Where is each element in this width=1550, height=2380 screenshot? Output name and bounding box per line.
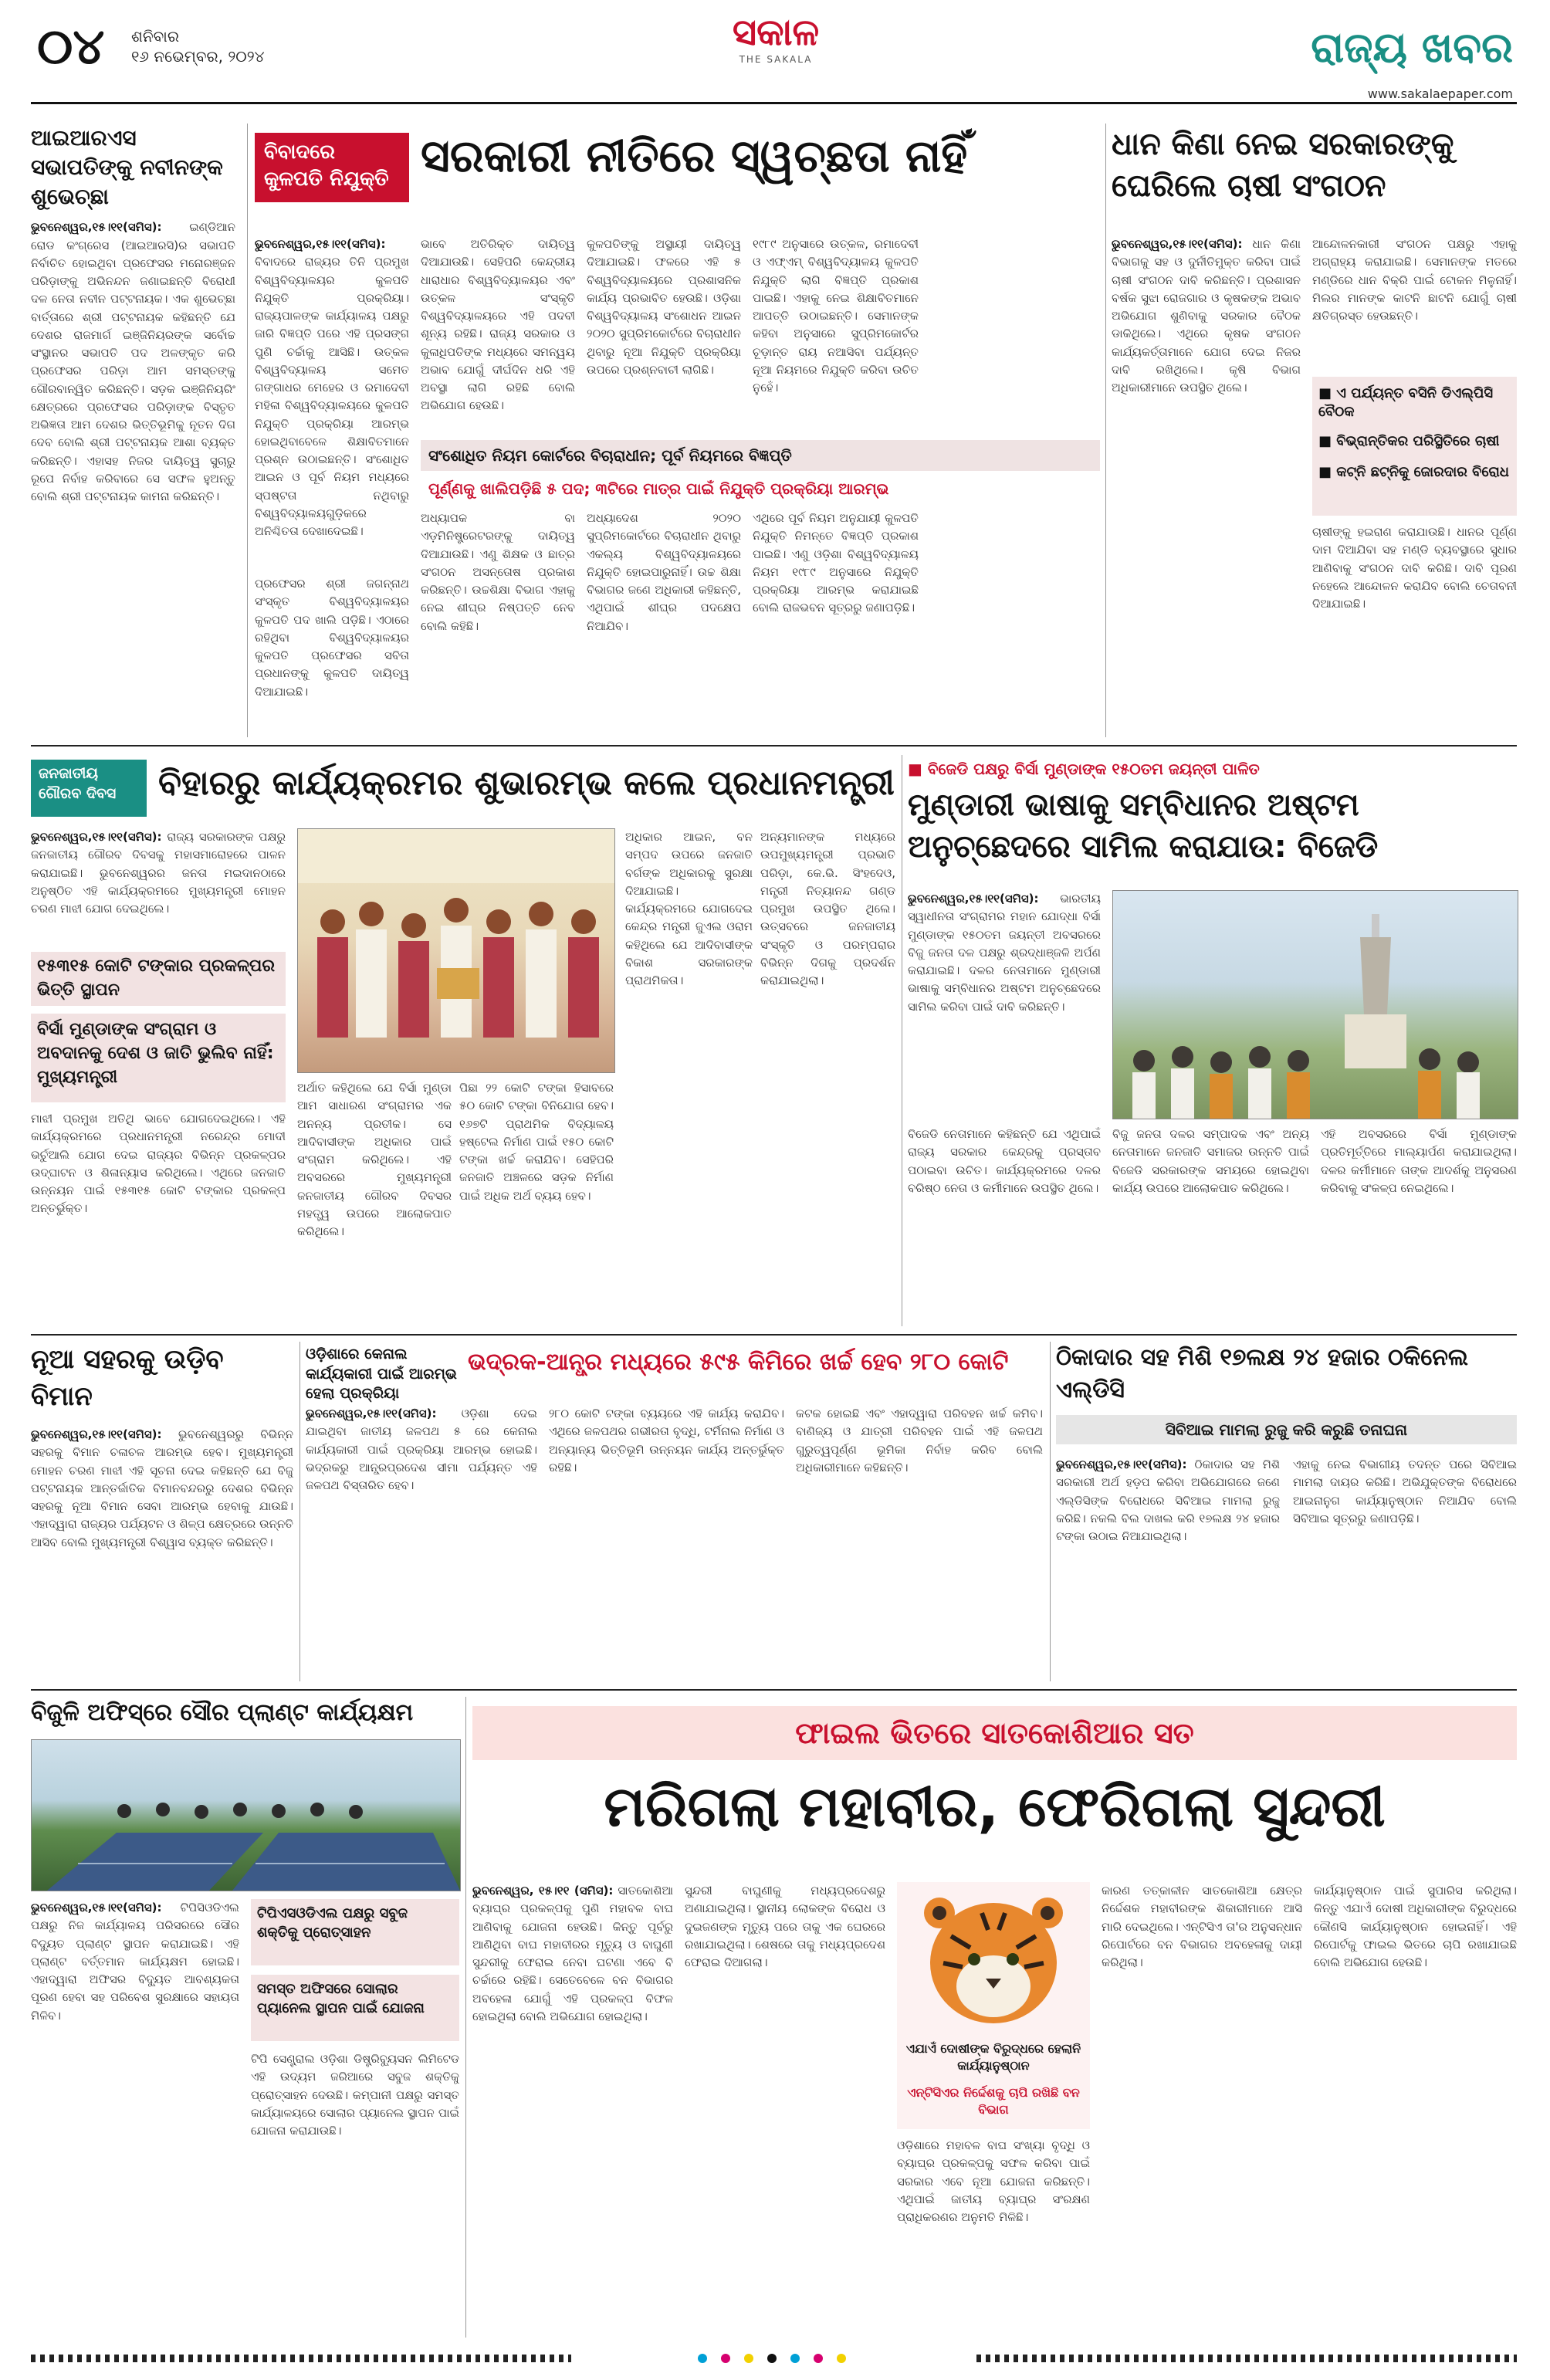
story-mundari-language	[908, 755, 1517, 1326]
story-column-6: ଅଧ୍ୟାପକ ବା ଏଡ଼ମିନିଷ୍ଟ୍ରେଟରଙ୍କୁ ଦାୟିତ୍ୱ ଦିଆଯାଉଛି। ଏଣୁ ଶିକ୍ଷକ ଓ ଛାତ୍ର ସଂଗଠନ ଅସନ୍ତୋଷ ପ୍ରକାଶ କରିଛନ୍ତି। ଉଚ୍ଚଶିକ୍ଷା ବିଭାଗ ଏହାକୁ ନେଇ ଶୀଘ୍ର ନିଷ୍ପତ୍ତି ନେବ ବୋଲି କହିଛି।	[421, 511, 575, 633]
story-headline: ମୁଣ୍ଡାରୀ ଭାଷାକୁ ସମ୍ବିଧାନର ଅଷ୍ଟମ ଅନୁଚ୍ଛେଦରେ ସାମିଲ କରାଯାଉ: ବିଜେଡି	[908, 787, 1379, 865]
story-headline: ବିହାରରୁ କାର୍ଯ୍ୟକ୍ରମର ଶୁଭାରମ୍ଭ କଲେ ପ୍ରଧାନମନ୍ତ୍ରୀ	[158, 763, 895, 803]
story-vc-appointment	[255, 124, 1100, 737]
story-ldc-fraud	[1056, 1342, 1517, 1681]
day-label: ଶନିବାର	[131, 27, 180, 46]
print-registration-bar	[31, 2347, 1517, 2370]
tiger-panel	[897, 1882, 1090, 2129]
story-column-2: ୨୮୦ କୋଟି ଟଙ୍କା ବ୍ୟୟରେ ଏହି କାର୍ଯ୍ୟ କରାଯିବ। ଏଥିରେ ଜଳପଥର ଗଭୀରତା ବୃଦ୍ଧି, ଟର୍ମିନାଲ ନିର୍ମାଣ ଓ ଅନ୍ୟାନ୍ୟ ଭିତ୍ତିଭୂମି ଉନ୍ନୟନ କାର୍ଯ୍ୟ ଅନ୍ତର୍ଭୁକ୍ତ ରହିଛି।	[549, 1407, 784, 1474]
story-headline: ଆଇଆରଏସ ସଭାପତିଙ୍କୁ ନବୀନଙ୍କ ଶୁଭେଚ୍ଛା	[31, 125, 223, 209]
story-column-3: ଓଡ଼ିଶାରେ ମହାବଳ ବାଘ ସଂଖ୍ୟା ବୃଦ୍ଧି ଓ ବ୍ୟାଘ୍ର ପ୍ରକଳ୍ପକୁ ସଫଳ କରିବା ପାଇଁ ସରକାର ଏବେ ନୂଆ ଯୋଜନା କରିଛନ୍ତି। ଏଥିପାଇଁ ଜାତୀୟ ବ୍ୟାଘ୍ର ସଂରକ୍ଷଣ ପ୍ରାଧିକରଣର ଅନୁମତି ମିଳିଛି।	[897, 2138, 1090, 2224]
story-column-2: ବିଜେଡି ନେତାମାନେ କହିଛନ୍ତି ଯେ ଏଥିପାଇଁ ରାଜ୍ୟ ସରକାର କେନ୍ଦ୍ରକୁ ପ୍ରସ୍ତାବ ପଠାଇବା ଉଚିତ। କାର୍ଯ୍ୟକ୍ରମରେ ଦଳର ବରିଷ୍ଠ ନେତା ଓ କର୍ମୀମାନେ ଉପସ୍ଥିତ ଥିଲେ।	[908, 1127, 1101, 1195]
story-column-1	[1056, 1456, 1280, 1681]
page-number: ୦୪	[37, 19, 105, 76]
story-paddy-procurement	[1112, 124, 1517, 737]
birsa-tribute-photo	[1112, 890, 1518, 1119]
story-kicker: ଫାଇଲ ଭିତରେ ସାତକୋଶିଆର ସତ	[472, 1706, 1517, 1760]
story-headline: ବିଜୁଳି ଅଫିସ୍‌ରେ ସୌର ପ୍ଲାଣ୍ଟ କାର୍ଯ୍ୟକ୍ଷମ	[31, 1699, 414, 1726]
dateline: ଭୁବନେଶ୍ୱର, ୧୫।୧୧ (ସମିସ):	[472, 1884, 614, 1898]
story-headline: ସରକାରୀ ନୀତିରେ ସ୍ୱଚ୍ଛତା ନାହିଁ	[421, 130, 968, 182]
column-divider	[1105, 124, 1106, 737]
story-waterway	[306, 1342, 1043, 1681]
masthead	[0, 0, 1550, 104]
story-column-3: ପିଛା ୨୨ କୋଟି ଟଙ୍କା ହିସାବରେ ୫୦ କୋଟି ଟଙ୍କା ବିନିଯୋଗ ହେବ। ୧୬୭ଟି ପ୍ରାଥମିକ ବିଦ୍ୟାଳୟ ହଷ୍ଟେଲ ନିର୍ମାଣ ପାଇଁ ୧୫୦ କୋଟି ଟଙ୍କା ଖର୍ଚ୍ଚ କରାଯିବ। ସେହିପରି ଜନଜାତି ଅଞ୍ଚଳରେ ସଡ଼କ ନିର୍ମାଣ ପାଇଁ ଅଧିକ ଅର୍ଥ ବ୍ୟୟ ହେବ।	[459, 1081, 614, 1203]
body-text: ଟିପିସିଓଡିଏଲ ପକ୍ଷରୁ ନିଜ କାର୍ଯ୍ୟାଳୟ ପରିସରରେ ସୌର ବିଦ୍ୟୁତ ପ୍ଲାଣ୍ଟ ସ୍ଥାପନ କରାଯାଇଛି। ଏହି ପ୍ଲାଣ୍ଟ ବର୍ତ୍ତମାନ କାର୍ଯ୍ୟକ୍ଷମ ହୋଇଛି। ଏହାଦ୍ୱାରା ଅଫିସର ବିଦ୍ୟୁତ ଆବଶ୍ୟକତା ପୂରଣ ହେବା ସହ ପରିବେଶ ସୁରକ୍ଷାରେ ସହାୟତା ମିଳିବ।	[31, 1901, 239, 2023]
story-column-4: ଏହି ଅବସରରେ ବିର୍ସା ମୁଣ୍ଡାଙ୍କ ପ୍ରତିମୂର୍ତ୍ତିରେ ମାଲ୍ୟାର୍ପଣ କରାଯାଇଥିଲା। ଦଳର କର୍ମୀମାନେ ତାଙ୍କ ଆଦର୍ଶକୁ ଅନୁସରଣ କରିବାକୁ ସଂକଳ୍ପ ନେଇଥିଲେ।	[1321, 1127, 1517, 1195]
column-divider	[465, 1697, 466, 2338]
story-headline: ଭଦ୍ରକ-ଆନ୍ଧ୍ର ମଧ୍ୟରେ ୫୯୫ କିମିରେ ଖର୍ଚ୍ଚ ହେବ ୨୮୦ କୋଟି	[468, 1349, 1009, 1376]
story-column-7: ଅଧ୍ୟାଦେଶ ୨୦୨୦ ସୁପ୍ରିମକୋର୍ଟରେ ବିଚାରାଧୀନ ଥିବାରୁ ଏକଲ୍ୟ ବିଶ୍ୱବିଦ୍ୟାଳୟରେ ନିଯୁକ୍ତି ହୋଇପାରୁନାହିଁ। ଉଚ୍ଚ ଶିକ୍ଷା ବିଭାଗର ଜଣେ ଅଧିକାରୀ କହିଛନ୍ତି, ଏଥିପାଇଁ ଶୀଘ୍ର ପଦକ୍ଷେପ ନିଆଯିବ।	[587, 511, 741, 633]
story-column-3: ବିଜୁ ଜନତା ଦଳର ସମ୍ପାଦକ ଏବଂ ଅନ୍ୟ ନେତାମାନେ ଜନଜାତି ସମାଜର ଉନ୍ନତି ପାଇଁ ବିଜେଡି ସରକାରଙ୍କ ସମୟରେ ହୋଇଥିବା କାର୍ଯ୍ୟ ଉପରେ ଆଲୋକପାତ କରିଥିଲେ।	[1112, 1127, 1309, 1195]
event-photo	[297, 828, 615, 1073]
section-rule	[31, 1334, 1517, 1336]
kicker-line: ଜନଜାତୀୟ	[39, 765, 99, 782]
tribute-photo-art	[1113, 891, 1518, 1119]
story-column-3: କୁଳପତିଙ୍କୁ ଅସ୍ଥାୟୀ ଦାୟିତ୍ୱ ଦିଆଯାଇଛି। ଫଳରେ ଏହି ୫ ବିଶ୍ୱବିଦ୍ୟାଳୟରେ ପ୍ରଶାସନିକ କାର୍ଯ୍ୟ ପ୍ରଭାବିତ ହେଉଛି। ଓଡ଼ିଶା ବିଶ୍ୱବିଦ୍ୟାଳୟ ସଂଶୋଧନ ଆଇନ ୨୦୨୦ ସୁପ୍ରିମକୋର୍ଟରେ ବିଚାରାଧୀନ ଥିବାରୁ ନୂଆ ନିଯୁକ୍ତି ପ୍ରକ୍ରିୟା ଉପରେ ପ୍ରଶ୍ନବାଚୀ ଲାଗିଛି।	[587, 237, 741, 377]
story-column-8: ଏଥିରେ ପୂର୍ବ ନିୟମ ଅନୁଯାୟୀ କୁଳପତି ନିଯୁକ୍ତି ନିମନ୍ତେ ବିଜ୍ଞପ୍ତି ପ୍ରକାଶ ପାଇଛି। ଏଣୁ ଓଡ଼ିଶା ବିଶ୍ୱବିଦ୍ୟାଳୟ ନିୟମ ୧୯୮୯ ଅନୁସାରେ ନିଯୁକ୍ତି ପ୍ରକ୍ରିୟା ଆରମ୍ଭ କରାଯାଇଛି ବୋଲି ରାଜଭବନ ସୂତ୍ରରୁ ଜଣାପଡ଼ିଛି।	[753, 511, 919, 615]
story-solar-plant	[31, 1697, 459, 2338]
story-column-5: କାର୍ଯ୍ୟାନୁଷ୍ଠାନ ପାଇଁ ସୁପାରିସ କରିଥିଲା। କିନ୍ତୁ ଏଯାଏଁ ଦୋଷୀ ଅଧିକାରୀଙ୍କ ବିରୁଦ୍ଧରେ କୌଣସି କାର୍ଯ୍ୟାନୁଷ୍ଠାନ ହୋଇନାହିଁ। ଏହି ରିପୋର୍ଟକୁ ଫାଇଲ ଭିତରେ ଚାପି ରଖାଯାଇଛି ବୋଲି ଅଭିଯୋଗ ହେଉଛି।	[1314, 1884, 1517, 1969]
info-box: ବିର୍ସା ମୁଣ୍ଡାଙ୍କ ସଂଗ୍ରାମ ଓ ଅବଦାନକୁ ଦେଶ ଓ ଜାତି ଭୁଲିବ ନାହିଁ: ମୁଖ୍ୟମନ୍ତ୍ରୀ	[31, 1014, 286, 1102]
body-text: ଭୁବନେଶ୍ୱରରୁ ବିଭିନ୍ନ ସହରକୁ ବିମାନ ଚଳାଚଳ ଆରମ୍ଭ ହେବ। ମୁଖ୍ୟମନ୍ତ୍ରୀ ମୋହନ ଚରଣ ମାଝୀ ଏହି ସୂଚନା ଦେଇ କହିଛନ୍ତି ଯେ ବିଜୁ ପଟ୍ଟନାୟକ ଆନ୍ତର୍ଜାତିକ ବିମାନବନ୍ଦରରୁ ଦେଶର ବିଭିନ୍ନ ସହରକୁ ନୂଆ ବିମାନ ସେବା ଆରମ୍ଭ ହେବାକୁ ଯାଉଛି। ଏହାଦ୍ୱାରା ରାଜ୍ୟର ପର୍ଯ୍ୟଟନ ଓ ଶିଳ୍ପ କ୍ଷେତ୍ରରେ ଉନ୍ନତି ଆସିବ ବୋଲି ମୁଖ୍ୟମନ୍ତ୍ରୀ ବିଶ୍ୱାସ ବ୍ୟକ୍ତ କରିଛନ୍ତି।	[31, 1427, 293, 1549]
body-text: ରାଜ୍ୟ ସରକାରଙ୍କ ପକ୍ଷରୁ ଜନଜାତୀୟ ଗୌରବ ଦିବସକୁ ମହାସମାରୋହରେ ପାଳନ କରାଯାଇଛି। ଭୁବନେଶ୍ୱରର ଜନତା ମଇଦାନଠାରେ ଅନୁଷ୍ଠିତ ଏହି କାର୍ଯ୍ୟକ୍ରମରେ ମୁଖ୍ୟମନ୍ତ୍ରୀ ମୋହନ ଚରଣ ମାଝୀ ଯୋଗ ଦେଇଥିଲେ।	[31, 830, 286, 916]
tiger-icon	[897, 1882, 1090, 2036]
registration-strip	[976, 2355, 1517, 2362]
story-satkosia-tigers	[472, 1697, 1517, 2338]
solar-photo-art	[32, 1740, 460, 1891]
subhead-bar: ସଂଶୋଧିତ ନିୟମ କୋର୍ଟରେ ବିଚାରାଧୀନ; ପୂର୍ବ ନିୟମରେ ବିଜ୍ଞପ୍ତି	[421, 440, 1100, 471]
site-url: www.sakalaepaper.com	[1367, 86, 1513, 101]
kicker-line: ଗୌରବ ଦିବସ	[39, 784, 117, 802]
story-column-3: କଟକ ହୋଇଛି ଏବଂ ଏହାଦ୍ୱାରା ପରିବହନ ଖର୍ଚ୍ଚ କମିବ। ବାଣିଜ୍ୟ ଓ ଯାତ୍ରୀ ପରିବହନ ପାଇଁ ଏହି ଜଳପଥ ଗୁରୁତ୍ୱପୂର୍ଣ୍ଣ ଭୂମିକା ନିର୍ବାହ କରିବ ବୋଲି ଅଧିକାରୀମାନେ କହିଛନ୍ତି।	[796, 1407, 1043, 1474]
column-divider	[1050, 1342, 1051, 1681]
story-column-1: ମାଝୀ ପ୍ରମୁଖ ଅତିଥି ଭାବେ ଯୋଗଦେଇଥିଲେ। ଏହି କାର୍ଯ୍ୟକ୍ରମରେ ପ୍ରଧାନମନ୍ତ୍ରୀ ନରେନ୍ଦ୍ର ମୋଦୀ ଭର୍ଚୁଆଲି ଯୋଗ ଦେଇ ରାଜ୍ୟର ବିଭିନ୍ନ ପ୍ରକଳ୍ପର ଉଦ୍‌ଘାଟନ ଓ ଶିଳାନ୍ୟାସ କରିଥିଲେ। ଏଥିରେ ଜନଜାତି ଉନ୍ନୟନ ପାଇଁ ୧୫୩୧୫ କୋଟି ଟଙ୍କାର ପ୍ରକଳ୍ପ ଅନ୍ତର୍ଭୁକ୍ତ।	[31, 1112, 286, 1216]
registration-dots	[695, 2351, 849, 2366]
dateline: ଭୁବନେଶ୍ୱର,୧୫।୧୧(ସମିସ):	[31, 1901, 162, 1914]
story-column-1	[306, 1405, 537, 1681]
story-column-1	[255, 235, 409, 567]
dateline: ଭୁବନେଶ୍ୱର,୧୫।୧୧(ସମିସ):	[1112, 237, 1243, 251]
masthead-rule	[31, 102, 1517, 104]
story-new-flights	[31, 1342, 293, 1681]
story-column-5: ଅନ୍ୟମାନଙ୍କ ମଧ୍ୟରେ ଉପମୁଖ୍ୟମନ୍ତ୍ରୀ ପ୍ରଭାତି ପରିଡ଼ା, କେ.ଭି. ସିଂହଦେଓ, ମନ୍ତ୍ରୀ ନିତ୍ୟାନନ୍ଦ ଗଣ୍ଡ ପ୍ରମୁଖ ଉପସ୍ଥିତ ଥିଲେ। ଉତ୍ସବରେ ଜନଜାତୀୟ ସଂସ୍କୃତି ଓ ପରମ୍ପରାର ବିଭିନ୍ନ ଦିଗକୁ ପ୍ରଦର୍ଶନ କରାଯାଇଥିଲା।	[760, 830, 895, 987]
section-title: ରାଜ୍ୟ ଖବର	[1311, 23, 1513, 72]
event-photo-art	[298, 829, 614, 1072]
dateline: ଭୁବନେଶ୍ୱର,୧୫।୧୧(ସମିସ):	[255, 237, 386, 251]
story-tribal-pride-day	[31, 755, 895, 1326]
highlights-box	[1312, 377, 1517, 516]
dateline: ଭୁବନେଶ୍ୱର,୧୫।୧୧(ସମିସ):	[31, 830, 162, 844]
body-text: ଭାରତୀୟ ସ୍ୱାଧୀନତା ସଂଗ୍ରାମର ମହାନ ଯୋଦ୍ଧା ବିର୍ସା ମୁଣ୍ଡାଙ୍କ ୧୫୦ତମ ଜୟନ୍ତୀ ଅବସରରେ ବିଜୁ ଜନତା ଦଳ ପକ୍ଷରୁ ଶ୍ରଦ୍ଧାଞ୍ଜଳି ଅର୍ପଣ କରାଯାଇଛି। ଦଳର ନେତାମାନେ ମୁଣ୍ଡାରୀ ଭାଷାକୁ ସମ୍ବିଧାନର ଅଷ୍ଟମ ଅନୁଚ୍ଛେଦରେ ସାମିଲ କରିବା ପାଇଁ ଦାବି କରିଛନ୍ତି।	[908, 892, 1101, 1014]
info-box: ୧୫୩୧୫ କୋଟି ଟଙ୍କାର ପ୍ରକଳ୍ପର ଭିତ୍ତି ସ୍ଥାପନ	[31, 952, 286, 1006]
story-body	[31, 218, 235, 506]
date-block	[131, 26, 286, 66]
brand-name: ସକାଳ	[732, 11, 820, 54]
body-text: ଧାନ କିଣା ବିଭାଗକୁ ସହ ଓ ଦୁର୍ନୀତିମୁକ୍ତ କରିବା ପାଇଁ ଚାଷୀ ସଂଗଠନ ଦାବି କରିଛନ୍ତି। ପ୍ରଶାସନ ବର୍ଷକ ସୁଝା ରୋଜଗାର ଓ କୃଷକଙ୍କ ଅଭାବ ଅଭିଯୋଗ ଶୁଣିବାକୁ ସରକାର ବୈଠକ ଡାକିଥିଲେ। ଏଥିରେ କୃଷକ ସଂଗଠନ କାର୍ଯ୍ୟକର୍ତ୍ତାମାନେ ଯୋଗ ଦେଇ ନିଜର ଦାବି ରଖିଥିଲେ। କୃଷି ବିଭାଗ ଅଧିକାରୀମାନେ ଉପସ୍ଥିତ ଥିଲେ।	[1112, 237, 1301, 394]
dateline: ଭୁବନେଶ୍ୱର,୧୫।୧୧(ସମିସ):	[31, 1427, 162, 1442]
body-text: ଓଡ଼ିଶା ଦେଇ ଯାଇଥିବା ଜାତୀୟ ଜଳପଥ ୫ ରେ କେନାଲ କାର୍ଯ୍ୟକାରୀ ପାଇଁ ପ୍ରକ୍ରିୟା ଆରମ୍ଭ ହୋଇଛି। ଭଦ୍ରକରୁ ଆନ୍ଧ୍ରପ୍ରଦେଶ ସୀମା ପର୍ଯ୍ୟନ୍ତ ଏହି ଜଳପଥ ବିସ୍ତାରିତ ହେବ।	[306, 1407, 537, 1492]
body-text: ଇଣ୍ଡିଆନ ରୋଡ କଂଗ୍ରେସ (ଆଇଆରସି)ର ସଭାପତି ନିର୍ବାଚିତ ହୋଇଥିବା ପ୍ରଫେସର ମନୋରଞ୍ଜନ ପରିଡ଼ାଙ୍କୁ ଅଭିନନ୍ଦନ ଜଣାଇଛନ୍ତି ବିରୋଧୀ ଦଳ ନେତା ନବୀନ ପଟ୍ଟନାୟକ। ଏକ ଶୁଭେଚ୍ଛା ବାର୍ତ୍ତାରେ ଶ୍ରୀ ପଟ୍ଟନାୟକ କହିଛନ୍ତି ଯେ ଦେଶର ରାଜମାର୍ଗ ଇଞ୍ଜିନିୟରଙ୍କ ସର୍ବୋଚ୍ଚ ସଂସ୍ଥାନର ସଭାପତି ପଦ ଅଳଙ୍କୃତ କରି ପ୍ରଫେସର ପରିଡ଼ା ଆମ ସମସ୍ତଙ୍କୁ ଗୌରବାନ୍ୱିତ କରିଛନ୍ତି। ସଡ଼କ ଇଞ୍ଜିନିୟରିଂ କ୍ଷେତ୍ରରେ ପ୍ରଫେସର ପରିଡ଼ାଙ୍କ ବିସ୍ତୃତ ଅଭିଜ୍ଞତା ଆମ ଦେଶର ଭିତ୍ତିଭୂମିକୁ ନୂତନ ଦିଗ ଦେବ ବୋଲି ଶ୍ରୀ ପଟ୍ଟନାୟକ ଆଶା ବ୍ୟକ୍ତ କରିଛନ୍ତି। ଏହାସହ ନିଜର ଦାୟିତ୍ୱ ସୁଚାରୁ ରୂପେ ନିର୍ବାହ କରିବାରେ ସେ ସଫଳ ହୁଅନ୍ତୁ ବୋଲି ଶ୍ରୀ ପଟ୍ଟନାୟକ କାମନା କରିଛନ୍ତି।	[31, 220, 235, 504]
story-kicker: ଓଡ଼ିଶାରେ କେନାଲ କାର୍ଯ୍ୟକାରୀ ପାଇଁ ଆରମ୍ଭ ହେଲା ପ୍ରକ୍ରିୟା	[306, 1346, 457, 1403]
tiger-caption: ଏଯାଏଁ ଦୋଷୀଙ୍କ ବିରୁଦ୍ଧରେ ହେଲାନି କାର୍ଯ୍ୟାନୁଷ୍ଠାନ	[905, 2041, 1081, 2073]
body-text: ବିବାଦରେ ରାଜ୍ୟର ତିନି ପ୍ରମୁଖ ବିଶ୍ୱବିଦ୍ୟାଳୟର କୁଳପତି ନିଯୁକ୍ତି ପ୍ରକ୍ରିୟା। ରାଜ୍ୟପାଳଙ୍କ କାର୍ଯ୍ୟାଳୟ ପକ୍ଷରୁ ଜାରି ବିଜ୍ଞପ୍ତି ପରେ ଏହି ପ୍ରସଙ୍ଗ ପୁଣି ଚର୍ଚ୍ଚାକୁ ଆସିଛି। ଉତ୍କଳ ବିଶ୍ୱବିଦ୍ୟାଳୟ ସମେତ ଗଙ୍ଗାଧର ମେହେର ଓ ରମାଦେବୀ ମହିଳା ବିଶ୍ୱବିଦ୍ୟାଳୟରେ କୁଳପତି ନିଯୁକ୍ତି ପ୍ରକ୍ରିୟା ଆରମ୍ଭ ହୋଇଥିବାବେଳେ ଶିକ୍ଷାବିତମାନେ ପ୍ରଶ୍ନ ଉଠାଇଛନ୍ତି। ସଂଶୋଧିତ ଆଇନ ଓ ପୂର୍ବ ନିୟମ ମଧ୍ୟରେ ସ୍ପଷ୍ଟତା ନଥିବାରୁ ବିଶ୍ୱବିଦ୍ୟାଳୟଗୁଡ଼ିକରେ ଅନିଶ୍ଚିତତା ଦେଖାଦେଇଛି।	[255, 255, 409, 538]
story-kicker: ବିବାଦରେ କୁଳପତି ନିଯୁକ୍ତି	[255, 133, 409, 202]
story-column-5: ପ୍ରଫେସର ଶ୍ରୀ ଜଗନ୍ନାଥ ସଂସ୍କୃତ ବିଶ୍ୱବିଦ୍ୟାଳୟର କୁଳପତି ପଦ ଖାଲି ପଡ଼ିଛି। ଏଠାରେ ରହିଥିବା ବିଶ୍ୱବିଦ୍ୟାଳୟର କୁଳପତି ପ୍ରଫେସର ସବିତା ପ୍ରଧାନଙ୍କୁ କୁଳପତି ଦାୟିତ୍ୱ ଦିଆଯାଇଛି।	[255, 577, 409, 699]
dateline: ଭୁବନେଶ୍ୱର,୧୫।୧୧(ସମିସ):	[306, 1407, 437, 1420]
story-column-2: ଏହାକୁ ନେଇ ବିଭାଗୀୟ ତଦନ୍ତ ପରେ ସିବିଆଇ ମାମଲା ଦାୟର କରିଛି। ଅଭିଯୁକ୍ତଙ୍କ ବିରୋଧରେ ଆଇନାନୁଗ କାର୍ଯ୍ୟାନୁଷ୍ଠାନ ନିଆଯିବ ବୋଲି ସିବିଆଇ ସୂତ୍ରରୁ ଜଣାପଡ଼ିଛି।	[1293, 1457, 1517, 1525]
story-column-4: ୧୯୮୯ ଅନୁସାରେ ଉତ୍କଳ, ରମାଦେବୀ ଓ ଏଫ୍‌ଏମ୍ ବିଶ୍ୱବିଦ୍ୟାଳୟ କୁଳପତି ନିଯୁକ୍ତି ଲାଗି ବିଜ୍ଞପ୍ତି ପ୍ରକାଶ ପାଇଛି। ଏହାକୁ ନେଇ ଶିକ୍ଷାବିତମାନେ ଆପତ୍ତି ଉଠାଇଛନ୍ତି। ସେମାନଙ୍କ କହିବା ଅନୁସାରେ ସୁପ୍ରିମକୋର୍ଟର ଚୂଡ଼ାନ୍ତ ରାୟ ନଆସିବା ପର୍ଯ୍ୟନ୍ତ ନୂଆ ନିୟମରେ ନିଯୁକ୍ତି କରିବା ଉଚିତ ନୁହେଁ।	[753, 237, 919, 394]
story-column-2: ସୁନ୍ଦରୀ ବାଘୁଣୀକୁ ମଧ୍ୟପ୍ରଦେଶରୁ ଅଣାଯାଇଥିଲା। ସ୍ଥାନୀୟ ଲୋକଙ୍କ ବିରୋଧ ଓ ଦୁଇଜଣଙ୍କ ମୃତ୍ୟୁ ପରେ ତାକୁ ଏକ ଘେରରେ ରଖାଯାଇଥିଲା। ଶେଷରେ ତାକୁ ମଧ୍ୟପ୍ରଦେଶ ଫେରାଇ ଦିଆଗଲା।	[685, 1884, 885, 1969]
date-label: ୧୬ ନଭେମ୍ବର, ୨୦୨୪	[131, 47, 265, 66]
registration-strip	[31, 2355, 571, 2362]
story-column-1	[472, 1882, 673, 2338]
story-column-2: ଅର୍ଥାତ କହିଥିଲେ ଯେ ବିର୍ସା ମୁଣ୍ଡା ଆମ ସାଧାରଣ ସଂଗ୍ରାମର ଏକ ଅନନ୍ୟ ପ୍ରତୀକ। ସେ ଆଦିବାସୀଙ୍କ ଅଧିକାର ପାଇଁ ସଂଗ୍ରାମ କରିଥିଲେ। ଏହି ଅବସରରେ ମୁଖ୍ୟମନ୍ତ୍ରୀ ଜନଜାତୀୟ ଗୌରବ ଦିବସର ମହତ୍ତ୍ୱ ଉପରେ ଆଲୋକପାତ କରିଥିଲେ।	[297, 1081, 452, 1238]
subhead-red: ପୂର୍ଣ୍ଣକୁ ଖାଲିପଡ଼ିଛି ୫ ପଦ; ୩ଟିରେ ମାତ୍ର ପାଇଁ ନିଯୁକ୍ତି ପ୍ରକ୍ରିୟା ଆରମ୍ଭ	[428, 479, 889, 498]
brand-subtitle: THE SAKALA	[739, 54, 813, 65]
story-headline: ନୂଆ ସହରକୁ ଉଡ଼ିବ ବିମାନ	[31, 1344, 224, 1412]
story-column-2: ଭାବେ ଅତିରିକ୍ତ ଦାୟିତ୍ୱ ଦିଆଯାଉଛି। ସେହିପରି କେନ୍ଦ୍ରୀୟ ଧାରାଧାର ବିଶ୍ୱବିଦ୍ୟାଳୟର ଏବଂ ଉତ୍କଳ ସଂସ୍କୃତି ବିଶ୍ୱବିଦ୍ୟାଳୟରେ ଏହି ପଦବୀ ଶୂନ୍ୟ ରହିଛି। ରାଜ୍ୟ ସରକାର ଓ କୁଳାଧିପତିଙ୍କ ମଧ୍ୟରେ ସମନ୍ୱୟ ଅଭାବ ଯୋଗୁଁ ଦୀର୍ଘଦିନ ଧରି ଏହି ଅବସ୍ଥା ଲାଗି ରହିଛି ବୋଲି ଅଭିଯୋଗ ହେଉଛି।	[421, 237, 575, 413]
tiger-caption-2: ଏନ୍‌ଟିସିଏର ନିର୍ଦ୍ଦେଶକୁ ଚାପି ରଖିଛି ବନ ବିଭାଗ	[907, 2085, 1080, 2117]
story-kicker	[31, 760, 147, 817]
story-column-4: ଅଧିକାର ଆଇନ, ବନ ସମ୍ପଦ ଉପରେ ଜନଜାତି ବର୍ଗଙ୍କ ଅଧିକାରକୁ ସୁରକ୍ଷା ଦିଆଯାଇଛି। କାର୍ଯ୍ୟକ୍ରମରେ ଯୋଗଦେଇ କେନ୍ଦ୍ର ମନ୍ତ୍ରୀ ଜୁଏଲ ଓରାମ କହିଥିଲେ ଯେ ଆଦିବାସୀଙ୍କ ବିକାଶ ସରକାରଙ୍କ ପ୍ରାଥମିକତା।	[625, 830, 753, 987]
story-column-1	[31, 1899, 239, 2338]
body-text: ସାତକୋଶିଆ ବ୍ୟାଘ୍ର ପ୍ରକଳ୍ପକୁ ପୁଣି ମହାବଳ ବାଘ ଆଣିବାକୁ ଯୋଜନା ହେଉଛି। କିନ୍ତୁ ପୂର୍ବରୁ ଆଣିଥିବା ବାଘ ମହାବୀରର ମୃତ୍ୟୁ ଓ ବାଘୁଣୀ ସୁନ୍ଦରୀକୁ ଫେରାଇ ନେବା ଘଟଣା ଏବେ ବି ଚର୍ଚ୍ଚାରେ ରହିଛି। ସେତେବେଳେ ବନ ବିଭାଗର ଅବହେଳା ଯୋଗୁଁ ଏହି ପ୍ରକଳ୍ପ ବିଫଳ ହୋଇଥିଲା ବୋଲି ଅଭିଯୋଗ ହୋଇଥିଲା।	[472, 1884, 673, 2023]
story-column-1	[1112, 235, 1301, 733]
column-divider	[247, 124, 248, 737]
info-box: ଟିପିଏସଓଡିଏଲ ପକ୍ଷରୁ ସବୁଜ ଶକ୍ତିକୁ ପ୍ରୋତ୍ସାହନ	[251, 1899, 459, 1965]
story-column-2: ଟିପି ସେଣ୍ଟ୍ରାଲ ଓଡ଼ିଶା ଡିଷ୍ଟ୍ରିବ୍ୟୁସନ ଲିମିଟେଡ ଏହି ଉଦ୍ୟମ ଜରିଆରେ ସବୁଜ ଶକ୍ତିକୁ ପ୍ରୋତ୍ସାହନ ଦେଉଛି। କମ୍ପାନୀ ପକ୍ଷରୁ ସମସ୍ତ କାର୍ଯ୍ୟାଳୟରେ ସୋଲାର ପ୍ୟାନେଲ ସ୍ଥାପନ ପାଇଁ ଯୋଜନା କରାଯାଉଛି।	[251, 2052, 459, 2138]
story-body	[31, 1426, 293, 1704]
dateline: ଭୁବନେଶ୍ୱର,୧୫।୧୧(ସମିସ):	[908, 892, 1039, 906]
story-irs-greeting	[31, 124, 235, 737]
story-column-1	[908, 890, 1101, 1118]
story-headline: ମରିଗଲା ମହାବୀର, ଫେରିଗଲା ସୁନ୍ଦରୀ	[604, 1774, 1386, 1839]
story-kicker: ■ ବିଜେଡି ପକ୍ଷରୁ ବିର୍ସା ମୁଣ୍ଡାଙ୍କ ୧୫୦ତମ ଜୟନ୍ତୀ ପାଳିତ	[908, 760, 1260, 778]
solar-photo	[31, 1739, 461, 1891]
story-lead	[31, 828, 286, 948]
brand-logo	[695, 11, 857, 73]
highlight-item: ■ ବିଭ୍ରାନ୍ତିକର ପରିସ୍ଥିତିରେ ଚାଷୀ	[1318, 433, 1500, 449]
story-column-2: ଆନ୍ଦୋଳନକାରୀ ସଂଗଠନ ପକ୍ଷରୁ ଏହାକୁ ଅଗ୍ରାହ୍ୟ କରାଯାଇଛି। ସେମାନଙ୍କ ମତରେ ମଣ୍ଡିରେ ଧାନ ବିକ୍ରି ପାଇଁ ଟୋକନ ମିଳୁନାହିଁ। ମିଲର ମାନଙ୍କ କାଟନି ଛାଟନି ଯୋଗୁଁ ଚାଷୀ କ୍ଷତିଗ୍ରସ୍ତ ହେଉଛନ୍ତି।	[1312, 237, 1517, 323]
highlight-item: ■ କଟ୍‌ନି ଛଟ୍‌ନିକୁ ଜୋରଦାର ବିରୋଧ	[1318, 464, 1509, 480]
body-text: ଠିକାଦାର ସହ ମିଶି ସରକାରୀ ଅର୍ଥ ହଡ଼ପ କରିବା ଅଭିଯୋଗରେ ଜଣେ ଏଲ୍‌ଡିସିଙ୍କ ବିରୋଧରେ ସିବିଆଇ ମାମଲା ରୁଜୁ କରିଛି। ନକଲି ବିଲ ଦାଖଲ କରି ୧୭ଲକ୍ଷ ୨୪ ହଜାର ଟଙ୍କା ଉଠାଇ ନିଆଯାଇଥିଲା।	[1056, 1457, 1280, 1543]
story-headline: ଧାନ କିଣା ନେଇ ସରକାରଙ୍କୁ ଘେରିଲେ ଚାଷୀ ସଂଗଠନ	[1112, 127, 1454, 204]
section-rule	[31, 1689, 1517, 1691]
section-rule	[31, 745, 1517, 747]
story-column-3: ଚାଷୀଙ୍କୁ ହଇରାଣ କରାଯାଉଛି। ଧାନର ପୂର୍ଣ୍ଣ ଦାମ ଦିଆଯିବା ସହ ମଣ୍ଡି ବ୍ୟବସ୍ଥାରେ ସୁଧାର ଆଣିବାକୁ ସଂଗଠନ ଦାବି କରିଛି। ଦାବି ପୂରଣ ନହେଲେ ଆନ୍ଦୋଳନ କରାଯିବ ବୋଲି ଚେତାବନୀ ଦିଆଯାଇଛି।	[1312, 525, 1517, 611]
story-headline: ଠିକାଦାର ସହ ମିଶି ୧୭ଲକ୍ଷ ୨୪ ହଜାର ଠକିନେଲ ଏଲ୍‌ଡିସି	[1056, 1344, 1468, 1403]
story-column-4: କାରଣ ତତ୍କାଳୀନ ସାତକୋଶିଆ କ୍ଷେତ୍ର ନିର୍ଦ୍ଦେଶକ ମହାବୀରଙ୍କ ଶିକାରୀମାନେ ଆସି ମାରି ଦେଇଥିଲେ। ଏନ୍‌ଟିସିଏ ତା'ର ଅନୁସନ୍ଧାନ ରିପୋର୍ଟରେ ବନ ବିଭାଗର ଅବହେଳାକୁ ଦାୟୀ କରିଥିଲା।	[1102, 1884, 1302, 1969]
dateline: ଭୁବନେଶ୍ୱର,୧୫।୧୧(ସମିସ):	[1056, 1457, 1187, 1471]
highlight-item: ■ ଏ ପର୍ଯ୍ୟନ୍ତ ବସିନି ଡିଏଲ୍‌ପିସି ବୈଠକ	[1318, 385, 1494, 421]
subhead-bar: ସିବିଆଇ ମାମଲା ରୁଜୁ କରି କରୁଛି ତନାଘନା	[1056, 1415, 1517, 1444]
info-box: ସମସ୍ତ ଅଫିସରେ ସୋଲାର ପ୍ୟାନେଲ ସ୍ଥାପନ ପାଇଁ ଯୋଜନା	[251, 1975, 459, 2041]
dateline: ଭୁବନେଶ୍ୱର,୧୫।୧୧(ସମିସ):	[31, 220, 162, 235]
